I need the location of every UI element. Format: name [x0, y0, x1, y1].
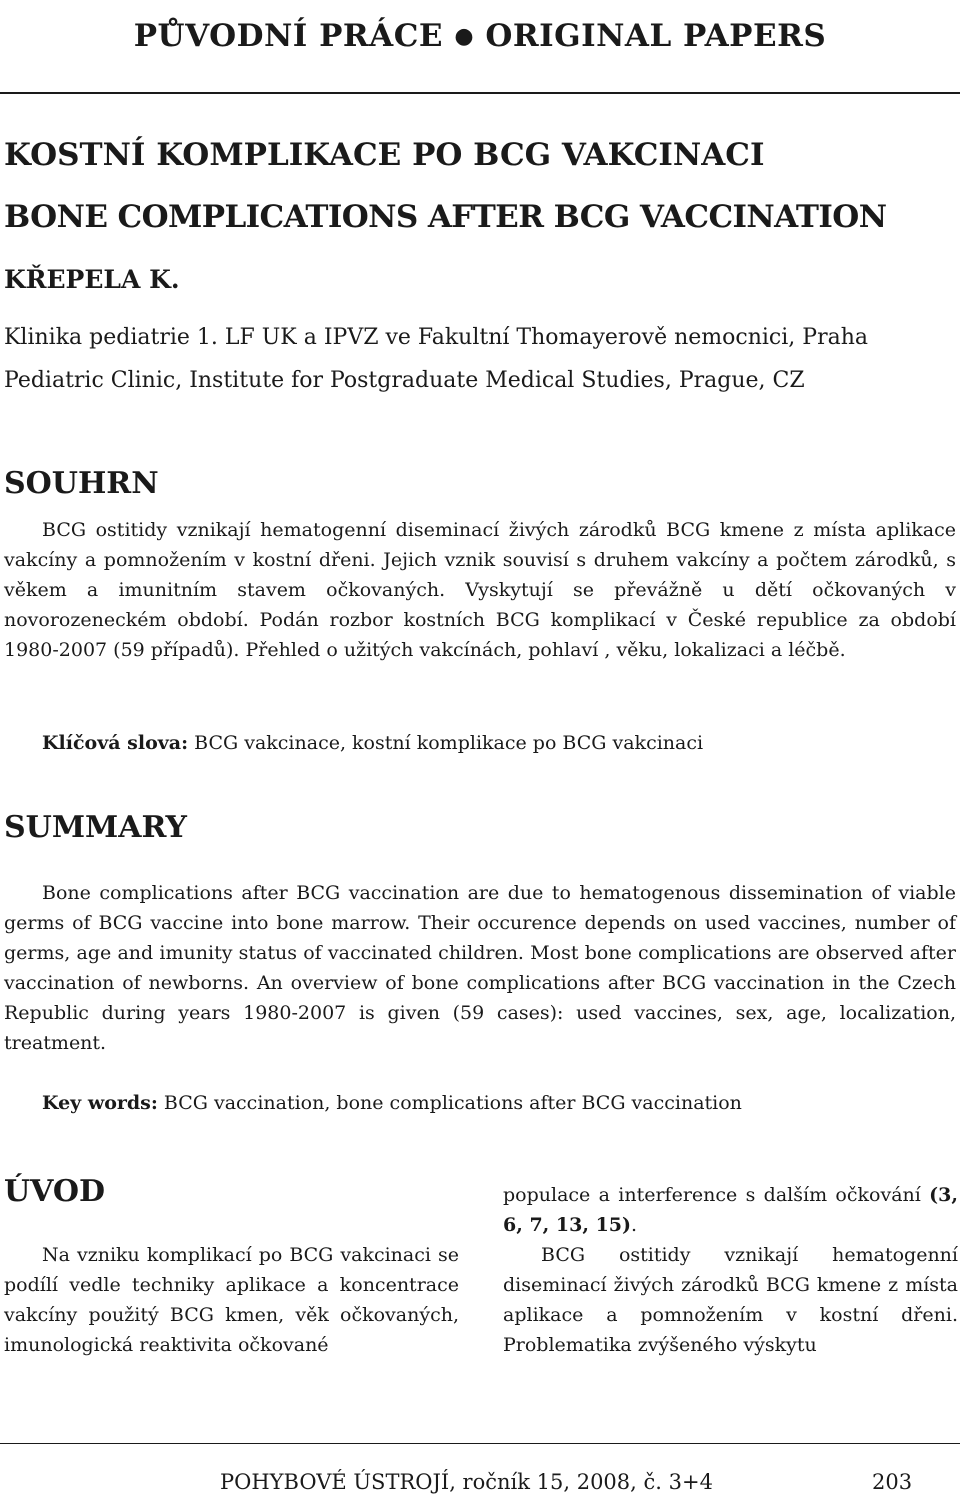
header-rule [0, 92, 960, 94]
uvod-right-refs: (3, 6, 7, 13, 15) [503, 1184, 958, 1236]
summary-keywords-text: BCG vaccination, bone complications after BCG vaccination [157, 1092, 742, 1114]
summary-keywords-label: Key words: [42, 1092, 158, 1114]
souhrn-heading: SOUHRN [4, 466, 159, 501]
header-section-en: ORIGINAL PAPERS [485, 18, 827, 54]
header-section-cz: PŮVODNÍ PRÁCE [133, 18, 444, 54]
souhrn-abstract [4, 515, 956, 665]
souhrn-keywords-label: Klíčová slova: [42, 732, 189, 754]
uvod-right-para1 [503, 1180, 958, 1240]
summary-text: Bone complications after BCG vaccination are due to hematogenous dissemination of viable germs of BCG vaccine into bone marrow. Their occurence depends on used vaccines, number of germs, age and imunity status of vaccinated children. Most bone complications are observed after vaccination of newborns. An overview of bone complications after BCG vaccination in the Czech Republic during years 1980-2007 is given (59 cases): used vaccines, sex, age, localization, treatment. [4, 882, 956, 1054]
uvod-left-text: Na vzniku komplikací po BCG vakcinaci se podílí vedle techniky aplikace a koncentrace vakcíny použitý BCG kmen, věk očkovaných, imunologická reaktivita očkované [4, 1244, 459, 1356]
footer-rule [0, 1443, 960, 1444]
page-number: 203 [872, 1470, 913, 1494]
uvod-left-column [4, 1240, 459, 1360]
uvod-heading: ÚVOD [4, 1174, 106, 1209]
running-header [0, 18, 960, 54]
souhrn-keywords [42, 732, 703, 754]
uvod-right-column [503, 1180, 958, 1360]
footer-journal: POHYBOVÉ ÚSTROJÍ, ročník 15, 2008, č. 3+4 [220, 1470, 713, 1494]
article-title-en: BONE COMPLICATIONS AFTER BCG VACCINATION [4, 199, 887, 235]
article-title-cz: KOSTNÍ KOMPLIKACE PO BCG VAKCINACI [4, 137, 765, 173]
uvod-right-text1: populace a interference s dalším očkování [503, 1184, 930, 1206]
summary-heading: SUMMARY [4, 810, 187, 845]
affiliation-en: Pediatric Clinic, Institute for Postgraduate Medical Studies, Prague, CZ [4, 368, 805, 393]
uvod-right-para2: BCG ostitidy vznikají hematogenní diseminací živých zárodků BCG kmene z místa aplikace a pomnožením v kostní dřeni. Problematika zvýšeného výskytu [503, 1244, 958, 1356]
summary-abstract [4, 878, 956, 1058]
header-bullet: ● [454, 23, 475, 49]
affiliation-cz: Klinika pediatrie 1. LF UK a IPVZ ve Fakultní Thomayerově nemocnici, Praha [4, 325, 868, 350]
souhrn-text: BCG ostitidy vznikají hematogenní diseminací živých zárodků BCG kmene z místa aplikace vakcíny a pomnožením v kostní dřeni. Jejich vznik souvisí s druhem vakcíny a počtem zárodků, s věkem a imunitním stavem očkovaných. Vyskytují se převážně u dětí očkovaných v novorozeneckém období. Podán rozbor kostních BCG komplikací v České republice za období 1980-2007 (59 případů). Přehled o užitých vakcínách, pohlaví , věku, lokalizaci a léčbě. [4, 519, 956, 661]
uvod-right-text1-end: . [631, 1214, 638, 1236]
summary-keywords [42, 1092, 742, 1114]
souhrn-keywords-text: BCG vakcinace, kostní komplikace po BCG vakcinaci [188, 732, 704, 754]
author: KŘEPELA K. [4, 265, 180, 294]
